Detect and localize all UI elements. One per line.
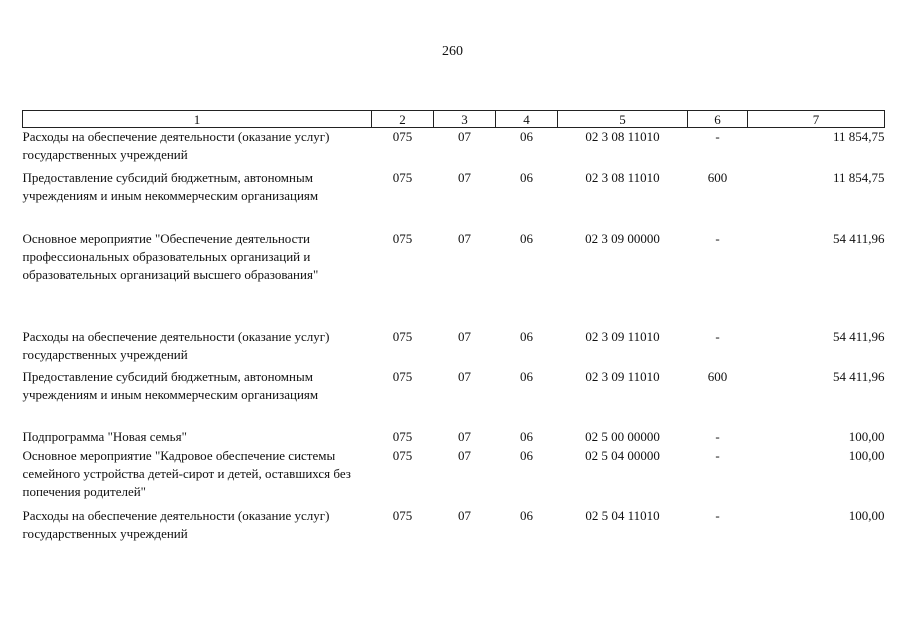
ministry-code-cell: 075 xyxy=(392,428,413,444)
target-article-cell: 02 3 09 11010 xyxy=(585,328,660,344)
table-row xyxy=(23,428,885,447)
expense-type-cell: - xyxy=(715,328,720,344)
section-code-cell: 07 xyxy=(458,368,471,384)
section-code-cell: 07 xyxy=(458,507,471,523)
section-code-cell: 07 xyxy=(458,428,471,444)
table-row xyxy=(23,507,885,547)
expense-type-cell: - xyxy=(715,129,720,144)
expense-type-cell: - xyxy=(715,447,720,463)
section-code-cell: 07 xyxy=(458,169,471,185)
ministry-code-cell: 075 xyxy=(392,169,413,185)
column-header-4: 4 xyxy=(496,111,558,128)
amount-cell: 100,00 xyxy=(848,447,885,463)
row-name-cell: Подпрограмма "Новая семья" xyxy=(22,428,187,444)
ministry-code-cell: 075 xyxy=(392,230,413,246)
column-header-2: 2 xyxy=(372,111,434,128)
column-header-1: 1 xyxy=(23,111,372,128)
row-name-cell: Основное мероприятие "Обеспечение деятельности профессиональных образовательных организаций и образовательных организаций высшего образования" xyxy=(22,230,319,282)
ministry-code-cell: 075 xyxy=(392,129,413,144)
budget-table xyxy=(22,110,885,547)
expense-type-cell: - xyxy=(715,428,720,444)
subsection-code-cell: 06 xyxy=(520,169,533,185)
target-article-cell: 02 5 00 00000 xyxy=(585,428,660,444)
column-header-7: 7 xyxy=(748,111,885,128)
expense-type-cell: - xyxy=(715,230,720,246)
table-row xyxy=(23,328,885,368)
target-article-cell: 02 3 08 11010 xyxy=(585,129,660,144)
target-article-cell: 02 3 09 11010 xyxy=(585,368,660,384)
section-code-cell: 07 xyxy=(458,447,471,463)
target-article-cell: 02 5 04 11010 xyxy=(585,507,660,523)
row-name-cell: Предоставление субсидий бюджетным, автономным учреждениям и иным некоммерческим организациям xyxy=(22,169,319,203)
section-code-cell: 07 xyxy=(458,230,471,246)
section-code-cell: 07 xyxy=(458,328,471,344)
amount-cell: 54 411,96 xyxy=(832,230,885,246)
subsection-code-cell: 06 xyxy=(520,230,533,246)
table-row xyxy=(23,368,885,428)
target-article-cell: 02 3 08 11010 xyxy=(585,169,660,185)
target-article-cell: 02 5 04 00000 xyxy=(585,447,660,463)
row-name-cell: Основное мероприятие "Кадровое обеспечение системы семейного устройства детей-сирот и детей, оставшихся без попечения родителей" xyxy=(22,447,351,499)
subsection-code-cell: 06 xyxy=(520,428,533,444)
amount-cell: 11 854,75 xyxy=(832,169,885,185)
row-name-cell: Предоставление субсидий бюджетным, автономным учреждениям и иным некоммерческим организациям xyxy=(22,368,319,402)
row-name-cell: Расходы на обеспечение деятельности (оказание услуг) государственных учреждений xyxy=(22,507,330,541)
column-header-5: 5 xyxy=(558,111,688,128)
expense-type-cell: - xyxy=(715,507,720,523)
target-article-cell: 02 3 09 00000 xyxy=(585,230,660,246)
amount-cell: 100,00 xyxy=(848,507,885,523)
page-number: 260 xyxy=(442,44,463,59)
subsection-code-cell: 06 xyxy=(520,447,533,463)
expense-type-cell: 600 xyxy=(707,169,728,185)
ministry-code-cell: 075 xyxy=(392,328,413,344)
ministry-code-cell: 075 xyxy=(392,507,413,523)
table-row xyxy=(23,447,885,507)
ministry-code-cell: 075 xyxy=(392,368,413,384)
table-row xyxy=(23,169,885,230)
row-name-cell: Расходы на обеспечение деятельности (оказание услуг) государственных учреждений xyxy=(22,328,330,362)
subsection-code-cell: 06 xyxy=(520,368,533,384)
table-row xyxy=(23,128,885,169)
subsection-code-cell: 06 xyxy=(520,507,533,523)
column-header-6: 6 xyxy=(688,111,748,128)
amount-cell: 100,00 xyxy=(848,428,885,444)
row-name-cell: Расходы на обеспечение деятельности (оказание услуг) государственных учреждений xyxy=(22,129,330,162)
column-header-3: 3 xyxy=(434,111,496,128)
expense-type-cell: 600 xyxy=(707,368,728,384)
subsection-code-cell: 06 xyxy=(520,129,533,144)
subsection-code-cell: 06 xyxy=(520,328,533,344)
amount-cell: 11 854,75 xyxy=(832,129,885,144)
amount-cell: 54 411,96 xyxy=(832,368,885,384)
table-header-row xyxy=(23,111,885,128)
section-code-cell: 07 xyxy=(458,129,471,144)
table-row xyxy=(23,230,885,328)
ministry-code-cell: 075 xyxy=(392,447,413,463)
amount-cell: 54 411,96 xyxy=(832,328,885,344)
